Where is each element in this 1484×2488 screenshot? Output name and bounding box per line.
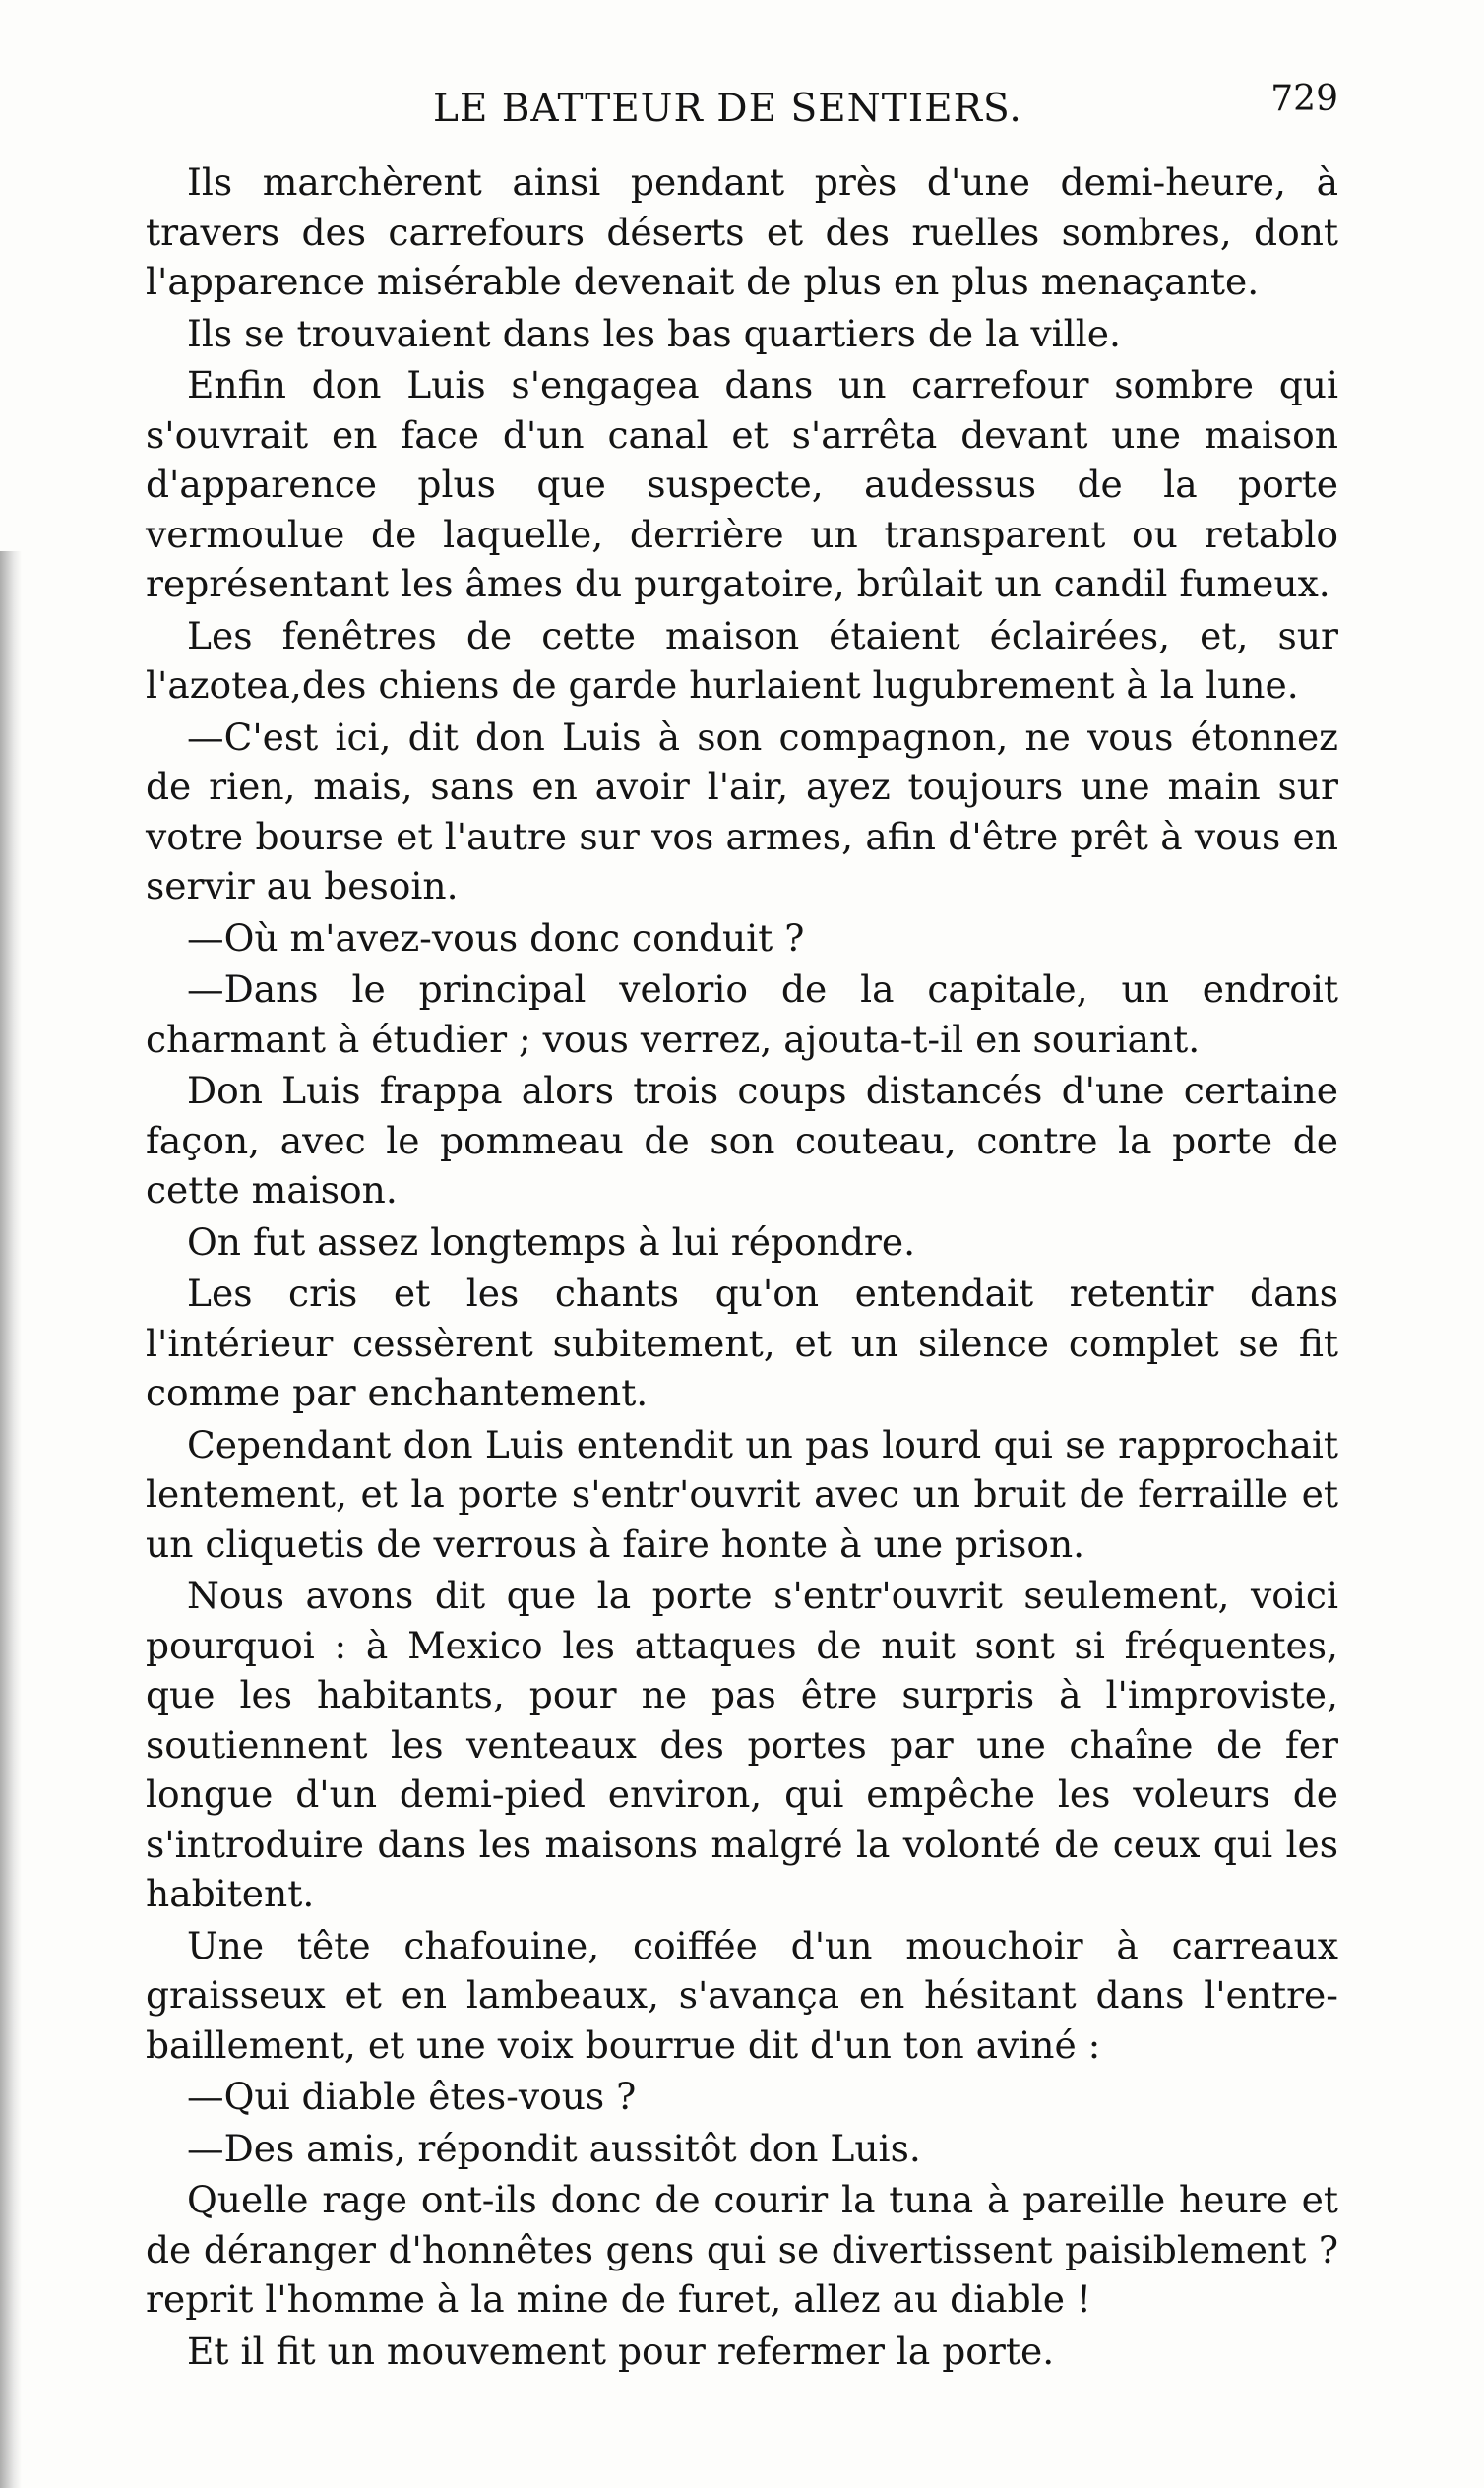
body-text	[146, 157, 1338, 2378]
paragraph: Quelle rage ont-ils donc de courir la tuna à pareille heure et de déranger d'honnêtes gens qui se divertissent paisiblement ? reprit l'homme à la mine de furet, allez au diable !	[146, 2178, 1338, 2321]
paragraph: Don Luis frappa alors trois coups distancés d'une certaine façon, avec le pommeau de son couteau, contre la porte de cette maison.	[146, 1069, 1338, 1212]
paragraph: Nous avons dit que la porte s'entr'ouvrit seulement, voici pourquoi : à Mexico les attaques de nuit sont si fréquentes, que les habitants, pour ne pas être surpris à l'improviste, soutiennent les venteaux des portes par une chaîne de fer longue d'un demi-pied environ, qui empêche les voleurs de s'introduire dans les maisons malgré la volonté de ceux qui les habitent.	[146, 1574, 1338, 1915]
paragraph: On fut assez longtemps à lui répondre.	[187, 1219, 916, 1264]
page-header	[148, 79, 1338, 136]
paragraph: Une tête chafouine, coiffée d'un mouchoir à carreaux graisseux et en lambeaux, s'avança en hésitant dans l'entre-baillement, et une voix bourrue dit d'un ton aviné :	[146, 1923, 1338, 2067]
dialogue-line: —Qui diable êtes-vous ?	[187, 2075, 637, 2118]
page-number: 729	[1270, 79, 1338, 119]
dialogue-line: —Où m'avez-vous donc conduit ?	[187, 915, 805, 960]
paragraph: Et il fit un mouvement pour refermer la porte.	[187, 2329, 1055, 2373]
running-title: LE BATTEUR DE SENTIERS.	[433, 87, 1022, 131]
dialogue-line: —Des amis, répondit aussitôt don Luis.	[187, 2126, 921, 2170]
dialogue-line: —Dans le principal velorio de la capitale, un endroit charmant à étudier ; vous verrez, ajouta-t-il en souriant.	[146, 967, 1338, 1061]
paragraph: Les cris et les chants qu'on entendait retentir dans l'intérieur cessèrent subitement, et un silence complet se fit comme par enchantement.	[146, 1272, 1338, 1414]
page-binding-shadow	[0, 551, 22, 2488]
paragraph: Les fenêtres de cette maison étaient éclairées, et, sur l'azotea,des chiens de garde hurlaient lugubrement à la lune.	[146, 613, 1338, 707]
paragraph: Ils marchèrent ainsi pendant près d'une demi-heure, à travers des carrefours déserts et des ruelles sombres, dont l'apparence misérable devenait de plus en plus menaçante.	[146, 160, 1338, 303]
dialogue-line: —C'est ici, dit don Luis à son compagnon, ne vous étonnez de rien, mais, sans en avoir l'air, ayez toujours une main sur votre bourse et l'autre sur vos armes, afin d'être prêt à vous en servir au besoin.	[146, 715, 1338, 907]
paragraph: Cependant don Luis entendit un pas lourd qui se rapprochait lentement, et la porte s'entr'ouvrit avec un bruit de ferraille et un cliquetis de verrous à faire honte à une prison.	[146, 1422, 1338, 1566]
paragraph: Ils se trouvaient dans les bas quartiers de la ville.	[187, 311, 1121, 355]
paragraph: Enfin don Luis s'engagea dans un carrefour sombre qui s'ouvrait en face d'un canal et s'arrêta devant une maison d'apparence plus que suspecte, audessus de la porte vermoulue de laquelle, derrière un transparent ou retablo représentant les âmes du purgatoire, brûlait un candil fumeux.	[146, 363, 1338, 605]
